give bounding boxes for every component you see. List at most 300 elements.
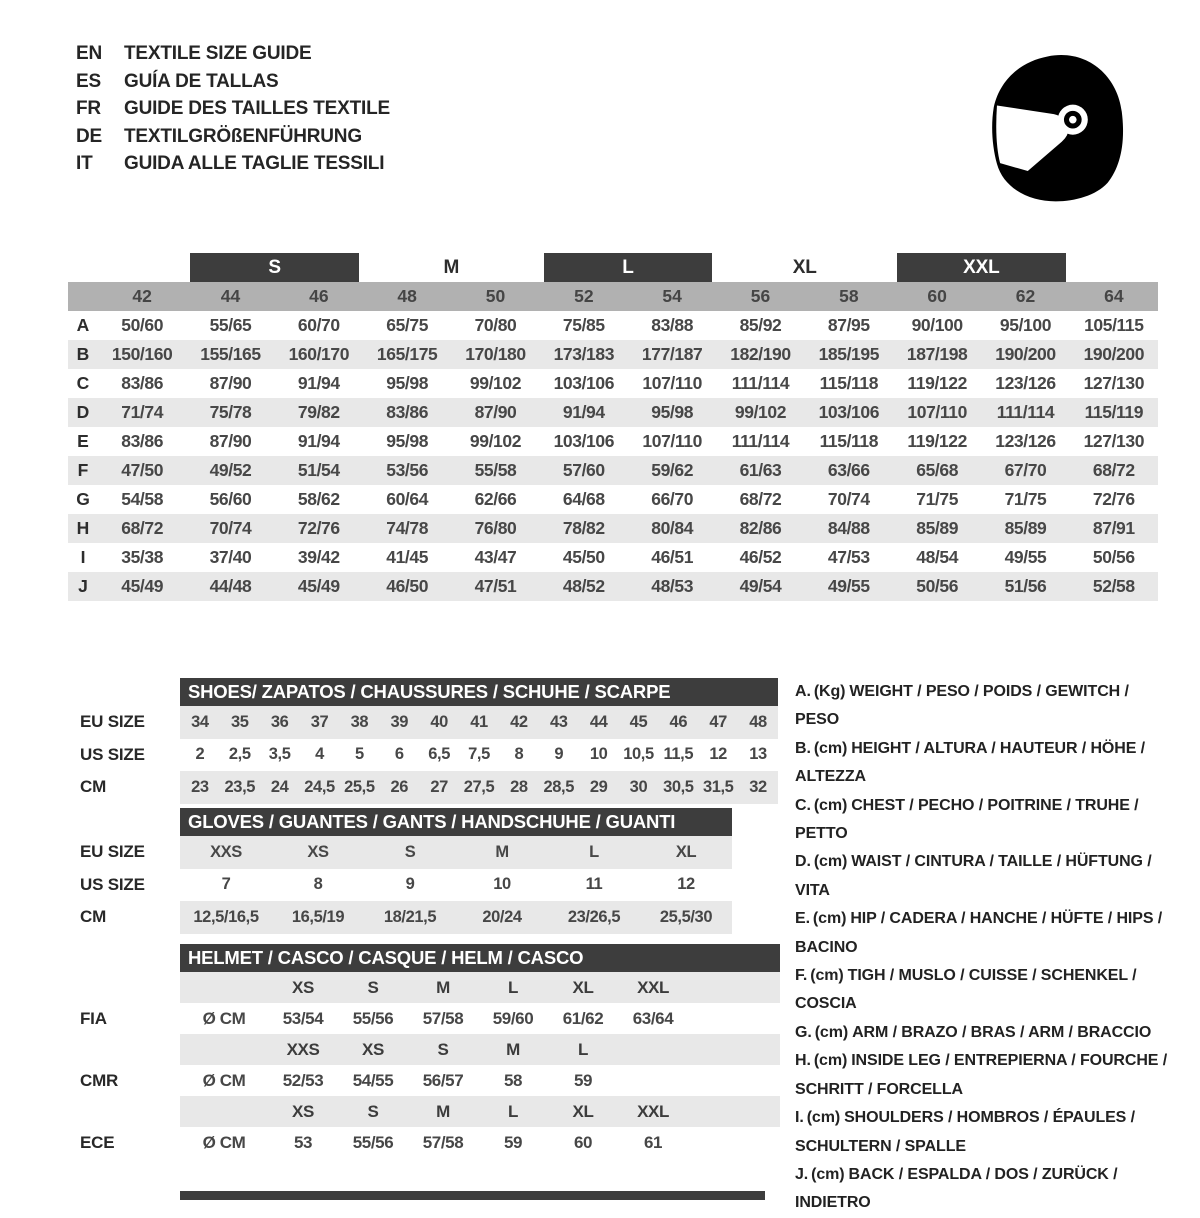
helmet-value-cell: 56/57 — [422, 1070, 464, 1090]
label-spacer — [68, 972, 180, 1003]
shoes-cell: 43 — [549, 712, 568, 731]
helmet-size-header: M — [436, 1101, 450, 1121]
shoes-cell: 11,5 — [663, 745, 694, 764]
measurement-cell: 119/122 — [907, 431, 967, 451]
helmet-value-cell: 58 — [503, 1070, 523, 1090]
helmet-size-header: XS — [362, 1039, 384, 1059]
label-spacer — [68, 808, 180, 836]
helmet-value-cell: 60 — [573, 1132, 593, 1152]
shoes-cell: 23 — [191, 777, 209, 796]
label-spacer — [68, 944, 180, 972]
measurement-cell: 87/90 — [209, 373, 252, 393]
shoes-cell: 45 — [629, 712, 648, 731]
table-row — [68, 340, 1158, 369]
legend-key: H. — [795, 1052, 811, 1070]
measurement-cell: 67/70 — [1004, 460, 1047, 480]
guide-title: TEXTILGRÖßENFÜHRUNG — [124, 125, 362, 147]
gloves-cell: XS — [307, 842, 329, 861]
measurement-cell: 50/56 — [1092, 547, 1135, 567]
shoes-row-label: CM — [80, 777, 107, 797]
legend-unit: (cm) — [806, 1109, 841, 1127]
measurement-cell: 123/126 — [995, 373, 1056, 393]
helmet-size-header: XL — [572, 1101, 594, 1121]
measurement-cell: 35/38 — [121, 547, 164, 567]
helmet-size-header: L — [508, 977, 518, 997]
helmet-title: HELMET / CASCO / CASQUE / HELM / CASCO — [180, 944, 780, 972]
measurement-cell: 83/86 — [121, 373, 164, 393]
gloves-values-row — [180, 836, 732, 869]
shoes-cell: 12 — [709, 745, 727, 764]
shoes-cell: 41 — [470, 712, 488, 731]
gloves-cell: 11 — [585, 875, 603, 894]
guide-title: GUIDE DES TAILLES TEXTILE — [124, 98, 390, 119]
language-code: FR — [76, 98, 101, 119]
measurement-cell: 41/45 — [386, 547, 429, 567]
measurement-cell: 71/74 — [121, 402, 164, 422]
size-column-header: 46 — [309, 286, 329, 306]
legend-key: D. — [795, 853, 811, 871]
measurement-cell: 49/52 — [209, 460, 252, 480]
shoes-cell: 42 — [510, 712, 528, 731]
legend-text: ARM / BRAZO / BRAS / ARM / BRACCIO — [852, 1023, 1152, 1041]
language-row — [76, 123, 390, 151]
helmet-size-header: L — [508, 1101, 518, 1121]
helmet-size-header: XXS — [286, 1039, 320, 1059]
gloves-cell: 16,5/19 — [291, 907, 345, 926]
measurement-cell: 48/54 — [916, 547, 959, 567]
helmet-value-cell: 52/53 — [282, 1070, 324, 1090]
measurement-cell: 165/175 — [376, 344, 438, 364]
measurement-cell: 91/94 — [297, 373, 340, 393]
measurement-cell: 85/89 — [1004, 518, 1047, 538]
legend-unit: (cm) — [813, 1052, 848, 1070]
measurement-cell: 49/55 — [1004, 547, 1047, 567]
measurement-cell: 115/118 — [819, 373, 879, 393]
legend-text: SHOULDERS / HOMBROS / ÉPAULES / SCHULTERN / SPALLE — [795, 1109, 1135, 1155]
shoes-cell: 35 — [231, 712, 249, 731]
measurement-cell: 111/114 — [731, 431, 790, 451]
measurement-cell: 170/180 — [465, 344, 526, 364]
shoes-cell: 3,5 — [268, 745, 291, 764]
measurement-cell: 90/100 — [911, 315, 963, 335]
size-column-header: 44 — [220, 286, 241, 306]
numeric-size-header-row — [68, 282, 1158, 311]
legend-text: INSIDE LEG / ENTREPIERNA / FOURCHE / SCHRITT / FORCELLA — [795, 1052, 1168, 1098]
helmet-size-header: L — [578, 1039, 588, 1059]
legend-text: WEIGHT / PESO / POIDS / GEWITCH / PESO — [795, 683, 1129, 729]
legend-unit: (cm) — [810, 967, 844, 985]
legend-text: BACK / ESPALDA / DOS / ZURÜCK / INDIETRO — [795, 1165, 1118, 1212]
measurement-cell: 50/56 — [916, 576, 959, 596]
row-letter: B — [76, 344, 90, 364]
label-spacer — [68, 678, 180, 706]
measurement-cell: 70/74 — [827, 489, 870, 509]
shoes-cell: 10,5 — [623, 745, 654, 764]
size-column-header: 60 — [927, 286, 947, 306]
measurement-cell: 68/72 — [739, 489, 782, 509]
measurement-cell: 74/78 — [386, 518, 429, 538]
size-column-header: 56 — [750, 286, 771, 306]
measurement-cell: 51/54 — [297, 460, 340, 480]
measurement-cell: 71/75 — [916, 489, 959, 509]
legend-key: E. — [795, 910, 810, 928]
gloves-title: GLOVES / GUANTES / GANTS / HANDSCHUHE / GUANTI — [180, 808, 732, 836]
row-letter: I — [80, 547, 86, 567]
language-row — [76, 40, 390, 68]
gloves-row-label: US SIZE — [80, 874, 145, 894]
shoes-cell: 8 — [514, 745, 524, 764]
gloves-cell: XXS — [210, 842, 242, 861]
shoes-cell: 36 — [270, 712, 289, 731]
shoes-cell: 40 — [430, 712, 448, 731]
helmet-value-cell: 54/55 — [352, 1070, 394, 1090]
gloves-cell: 23/26,5 — [567, 907, 621, 926]
measurement-cell: 37/40 — [209, 547, 252, 567]
helmet-size-headers — [180, 972, 780, 1003]
shoes-cell: 2,5 — [228, 745, 251, 764]
size-column-header: 48 — [397, 286, 417, 306]
legend-item — [795, 848, 1169, 905]
shoes-size-table — [68, 678, 778, 804]
legend-unit: (cm) — [811, 1165, 845, 1183]
gloves-cell: 10 — [493, 875, 511, 894]
legend-unit: (cm) — [813, 853, 848, 871]
shoes-values-row — [180, 771, 778, 804]
shoes-cell: 23,5 — [224, 777, 256, 796]
helmet-value-cell: 61/62 — [562, 1008, 604, 1028]
shoes-cell: 28,5 — [543, 777, 574, 796]
measurement-cell: 99/102 — [469, 373, 522, 393]
size-column-header: 50 — [485, 286, 506, 306]
measurement-cell: 105/115 — [1084, 315, 1144, 335]
shoes-cell: 29 — [589, 777, 608, 796]
measurement-cell: 190/200 — [995, 344, 1056, 364]
helmet-size-header: S — [367, 1101, 379, 1121]
measurement-cell: 49/54 — [739, 576, 782, 596]
measurement-cell: 85/92 — [739, 315, 782, 335]
legend-unit: (cm) — [813, 739, 848, 757]
legend-item — [795, 1161, 1169, 1218]
gloves-row-label: EU SIZE — [80, 842, 145, 862]
legend-key: C. — [795, 796, 811, 814]
size-column-header: 58 — [839, 286, 859, 306]
helmet-size-header: XS — [292, 977, 314, 997]
measurement-cell: 95/98 — [386, 373, 429, 393]
measurement-cell: 87/90 — [474, 402, 517, 422]
measurement-cell: 83/86 — [121, 431, 164, 451]
measurement-cell: 54/58 — [121, 489, 164, 509]
measurement-cell: 70/80 — [474, 315, 517, 335]
helmet-size-header: M — [436, 977, 450, 997]
shoes-cell: 44 — [589, 712, 608, 731]
legend-item — [795, 735, 1169, 792]
language-code: DE — [76, 125, 102, 147]
legend-unit: (cm) — [812, 910, 847, 928]
shoes-cell: 28 — [510, 777, 528, 796]
row-letter: C — [76, 373, 90, 393]
size-column-header: 42 — [132, 286, 152, 306]
legend-item — [795, 792, 1169, 849]
shoes-cell: 9 — [554, 745, 564, 764]
legend-key: F. — [795, 967, 808, 985]
size-column-header: 52 — [574, 286, 594, 306]
measurement-cell: 91/94 — [297, 431, 340, 451]
helmet-values — [180, 1127, 780, 1158]
table-row — [68, 485, 1158, 514]
measurement-cell: 85/89 — [916, 518, 959, 538]
measurement-cell: 68/72 — [121, 518, 164, 538]
shoes-cell: 37 — [310, 712, 329, 731]
measurement-cell: 70/74 — [209, 518, 252, 538]
shoes-values-row — [180, 706, 778, 739]
legend-text: TIGH / MUSLO / CUISSE / SCHENKEL / COSCIA — [795, 967, 1137, 1013]
measurement-cell: 78/82 — [562, 518, 605, 538]
measurement-cell: 51/56 — [1004, 576, 1047, 596]
gloves-cell: 12 — [677, 875, 695, 894]
measurement-cell: 47/51 — [474, 576, 517, 596]
table-row — [68, 514, 1158, 543]
measurement-cell: 66/70 — [651, 489, 694, 509]
measurement-cell: 91/94 — [562, 402, 605, 422]
helmet-value-cell: 53/54 — [282, 1008, 324, 1028]
textile-size-table — [68, 253, 1158, 601]
helmet-standard-label: FIA — [80, 1008, 107, 1028]
helmet-size-header: S — [367, 977, 379, 997]
size-column-header: 64 — [1104, 286, 1124, 306]
language-row — [76, 68, 390, 96]
measurement-cell: 103/106 — [818, 402, 880, 422]
measurement-cell: 43/47 — [474, 547, 517, 567]
row-letter: H — [76, 518, 90, 538]
shoes-row-label: US SIZE — [80, 744, 145, 764]
measurement-cell: 55/65 — [209, 315, 252, 335]
measurement-cell: 95/98 — [386, 431, 429, 451]
shoes-cell: 30,5 — [663, 777, 694, 796]
shoes-cell: 26 — [390, 777, 409, 796]
helmet-size-header: S — [437, 1039, 449, 1059]
shoes-cell: 4 — [315, 745, 324, 764]
unit-label: Ø CM — [202, 1008, 246, 1028]
shoes-cell: 46 — [669, 712, 688, 731]
gloves-cell: 20/24 — [482, 907, 522, 926]
measurement-cell: 58/62 — [297, 489, 340, 509]
helmet-values — [180, 1065, 780, 1096]
shoes-cell: 27,5 — [463, 777, 495, 796]
size-group-l: L — [544, 253, 713, 282]
measurement-cell: 155/165 — [200, 344, 261, 364]
helmet-value-cell: 57/58 — [422, 1008, 464, 1028]
measurement-cell: 107/110 — [642, 373, 702, 393]
measurement-cell: 83/86 — [386, 402, 429, 422]
shoes-cell: 25,5 — [344, 777, 375, 796]
helmet-size-header: XL — [572, 977, 594, 997]
measurement-cell: 173/183 — [553, 344, 615, 364]
measurement-cell: 62/66 — [474, 489, 517, 509]
label-spacer — [68, 1096, 180, 1127]
helmet-size-table — [68, 944, 780, 1158]
measurement-cell: 87/90 — [209, 431, 252, 451]
measurement-cell: 103/106 — [553, 373, 615, 393]
measurement-cell: 87/95 — [827, 315, 870, 335]
measurement-cell: 46/51 — [651, 547, 694, 567]
legend-item — [795, 905, 1169, 962]
helmet-size-header: XXL — [637, 1101, 669, 1121]
guide-title: TEXTILE SIZE GUIDE — [124, 43, 312, 64]
measurement-cell: 103/106 — [553, 431, 615, 451]
legend-item — [795, 1047, 1169, 1104]
measurement-cell: 95/100 — [999, 315, 1052, 335]
gloves-cell: 25,5/30 — [659, 907, 713, 926]
measurement-cell: 75/85 — [562, 315, 605, 335]
bottom-divider-bar — [180, 1191, 765, 1200]
gloves-cell: 8 — [313, 875, 323, 894]
legend-text: HEIGHT / ALTURA / HAUTEUR / HÖHE / ALTEZZA — [795, 739, 1145, 786]
measurement-cell: 177/187 — [641, 344, 703, 364]
helmet-value-cell: 59 — [573, 1070, 593, 1090]
legend-key: A. — [795, 683, 811, 700]
measurement-cell: 48/52 — [562, 576, 605, 596]
measurement-cell: 56/60 — [209, 489, 252, 509]
measurement-cell: 115/118 — [819, 431, 879, 451]
measurement-cell: 119/122 — [907, 373, 967, 393]
shoes-cell: 34 — [191, 712, 209, 731]
size-column-header: 54 — [662, 286, 682, 306]
row-letter: G — [76, 489, 90, 509]
measurement-cell: 80/84 — [651, 518, 694, 538]
legend-text: WAIST / CINTURA / TAILLE / HÜFTUNG / VITA — [795, 853, 1152, 899]
label-spacer — [68, 1034, 180, 1065]
helmet-size-header: M — [506, 1039, 520, 1059]
measurement-cell: 60/70 — [297, 315, 340, 335]
table-row — [68, 543, 1158, 572]
helmet-value-cell: 59/60 — [492, 1008, 534, 1028]
legend-item — [795, 1104, 1169, 1161]
helmet-size-header: XXL — [637, 977, 669, 997]
measurement-cell: 55/58 — [474, 460, 517, 480]
helmet-value-cell: 55/56 — [352, 1008, 394, 1028]
helmet-value-cell: 53 — [293, 1132, 313, 1152]
shoes-cell: 31,5 — [702, 777, 734, 796]
shoes-cell: 24 — [270, 777, 289, 796]
gloves-row-label: CM — [80, 907, 107, 927]
size-column-header: 62 — [1015, 286, 1036, 306]
measurement-cell: 65/75 — [386, 315, 429, 335]
measurement-cell: 72/76 — [297, 518, 340, 538]
helmet-value-cell: 59 — [503, 1132, 523, 1152]
language-row — [76, 95, 390, 123]
measurement-cell: 65/68 — [916, 460, 959, 480]
helmet-values — [180, 1003, 780, 1034]
measurement-cell: 111/114 — [996, 402, 1055, 422]
table-row — [68, 311, 1158, 340]
measurement-cell: 47/50 — [121, 460, 164, 480]
helmet-size-headers — [180, 1096, 780, 1127]
measurement-cell: 45/50 — [562, 547, 605, 567]
measurement-cell: 75/78 — [209, 402, 252, 422]
measurement-cell: 68/72 — [1092, 460, 1135, 480]
shoes-cell: 39 — [390, 712, 409, 731]
size-group-s: S — [190, 253, 359, 282]
measurement-cell: 79/82 — [297, 402, 340, 422]
measurement-cell: 123/126 — [995, 431, 1056, 451]
helmet-size-header: XS — [292, 1101, 314, 1121]
legend-item — [795, 962, 1169, 1019]
table-row — [68, 572, 1158, 601]
shoes-cell: 5 — [355, 745, 364, 764]
measurement-cell: 99/102 — [734, 402, 787, 422]
shoes-cell: 30 — [629, 777, 648, 796]
measurement-cell: 44/48 — [209, 576, 252, 596]
legend-item — [795, 678, 1169, 735]
measurement-cell: 115/119 — [1084, 402, 1144, 422]
measurement-cell: 99/102 — [469, 431, 522, 451]
size-group-xl: XL — [792, 257, 817, 278]
measurement-cell: 95/98 — [651, 402, 694, 422]
row-letter: D — [76, 402, 90, 422]
measurement-cell: 45/49 — [121, 576, 164, 596]
shoes-cell: 10 — [589, 745, 608, 764]
measurement-cell: 150/160 — [111, 344, 173, 364]
measurement-cell: 111/114 — [731, 373, 790, 393]
shoes-cell: 13 — [749, 745, 767, 764]
legend-text: CHEST / PECHO / POITRINE / TRUHE / PETTO — [795, 796, 1139, 843]
helmet-standard-label: CMR — [80, 1070, 119, 1090]
legend-key: G. — [795, 1023, 812, 1041]
legend-unit: (Kg) — [813, 683, 846, 700]
measurement-cell: 48/53 — [651, 576, 694, 596]
gloves-cell: 18/21,5 — [383, 907, 437, 926]
legend-key: I. — [795, 1109, 804, 1127]
measurement-cell: 190/200 — [1083, 344, 1145, 364]
measurement-cell: 160/170 — [288, 344, 350, 364]
unit-label: Ø CM — [202, 1070, 246, 1090]
helmet-value-cell: 63/64 — [632, 1008, 674, 1028]
measurement-cell: 127/130 — [1083, 431, 1145, 451]
measurement-cell: 82/86 — [739, 518, 782, 538]
shoes-cell: 2 — [195, 745, 205, 764]
gloves-cell: M — [495, 842, 509, 861]
measurement-cell: 45/49 — [297, 576, 340, 596]
measurement-cell: 46/52 — [739, 547, 782, 567]
measurement-cell: 46/50 — [386, 576, 429, 596]
row-letter: J — [78, 576, 88, 596]
gloves-cell: 9 — [405, 875, 415, 894]
shoes-cell: 27 — [430, 777, 448, 796]
row-letter: E — [77, 431, 89, 451]
helmet-value-cell: 61 — [643, 1132, 663, 1152]
guide-title: GUIDA ALLE TAGLIE TESSILI — [124, 153, 385, 174]
shoes-title: SHOES/ ZAPATOS / CHAUSSURES / SCHUHE / SCARPE — [180, 678, 778, 706]
gloves-size-table — [68, 808, 732, 934]
legend-key: B. — [795, 739, 811, 757]
language-row — [76, 150, 390, 178]
measurement-cell: 107/110 — [642, 431, 702, 451]
gloves-cell: S — [404, 842, 416, 861]
measurement-cell: 71/75 — [1004, 489, 1047, 509]
measurement-cell: 87/91 — [1092, 518, 1135, 538]
table-row — [68, 369, 1158, 398]
row-letter: F — [77, 460, 89, 480]
measurement-cell: 60/64 — [386, 489, 429, 509]
measurement-cell: 187/198 — [906, 344, 968, 364]
shoes-cell: 38 — [350, 712, 369, 731]
gloves-values-row — [180, 869, 732, 902]
shoes-cell: 47 — [709, 712, 727, 731]
shoes-cell: 48 — [749, 712, 767, 731]
shoes-cell: 32 — [749, 777, 767, 796]
measurement-cell: 50/60 — [121, 315, 164, 335]
helmet-value-cell: 55/56 — [352, 1132, 394, 1152]
